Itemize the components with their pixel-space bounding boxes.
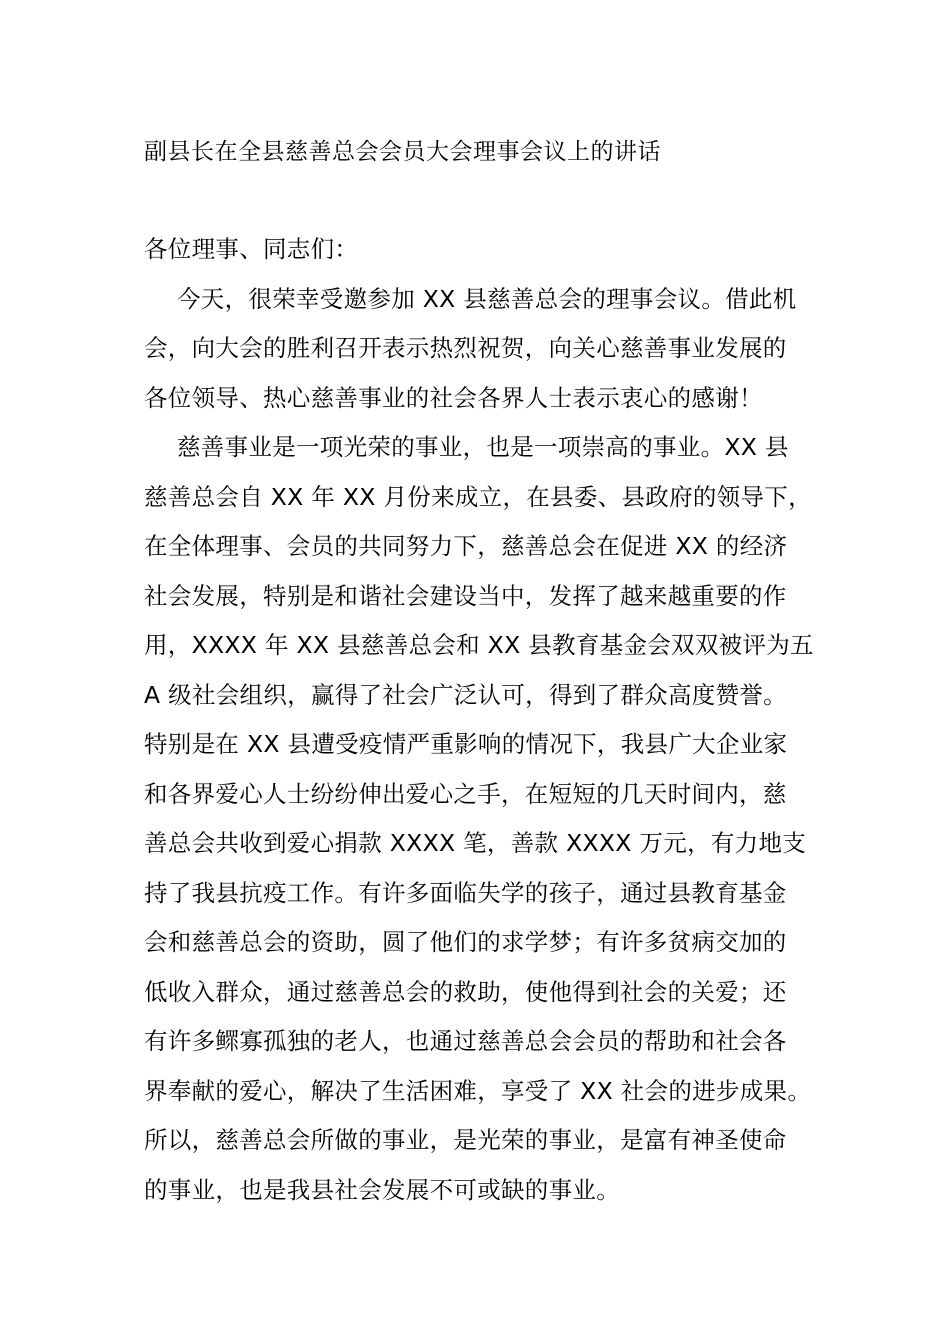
paragraph-line: 在全体理事、会员的共同努力下，慈善总会在促进 XX 的经济 bbox=[144, 532, 788, 560]
paragraph-line: 会，向大会的胜利召开表示热烈祝贺，向关心慈善事业发展的 bbox=[144, 334, 787, 362]
paragraph-line: 用，XXXX 年 XX 县慈善总会和 XX 县教育基金会双双被评为五 bbox=[144, 631, 814, 659]
paragraph-line: 和各界爱心人士纷纷伸出爱心之手，在短短的几天时间内，慈 bbox=[144, 779, 787, 808]
paragraph-line: 今天，很荣幸受邀参加 XX 县慈善总会的理事会议。借此机 bbox=[177, 284, 797, 313]
paragraph-line: 有许多鳏寡孤独的老人，也通过慈善总会会员的帮助和社会各 bbox=[144, 1027, 787, 1055]
paragraph-line: A 级社会组织，赢得了社会广泛认可，得到了群众高度赞誉。 bbox=[144, 680, 787, 709]
paragraph-line: 会和慈善总会的资助，圆了他们的求学梦；有许多贫病交加的 bbox=[144, 928, 787, 956]
paragraph-line: 特别是在 XX 县遭受疫情严重影响的情况下，我县广大企业家 bbox=[144, 730, 788, 758]
paragraph-line: 界奉献的爱心，解决了生活困难，享受了 XX 社会的进步成果。 bbox=[144, 1076, 812, 1105]
paragraph-line: 慈善总会自 XX 年 XX 月份来成立，在县委、县政府的领导下， bbox=[144, 482, 812, 511]
paragraph-line: 低收入群众，通过慈善总会的救助，使他得到社会的关爱；还 bbox=[144, 977, 787, 1006]
paragraph-line: 持了我县抗疫工作。有许多面临失学的孩子，通过县教育基金 bbox=[144, 878, 787, 907]
paragraph-line: 善总会共收到爱心捐款 XXXX 笔，善款 XXXX 万元，有力地支 bbox=[144, 829, 807, 857]
document-body bbox=[144, 225, 824, 1215]
document-title: 副县长在全县慈善总会会员大会理事会议上的讲话 bbox=[144, 139, 661, 165]
paragraph-line: 所以，慈善总会所做的事业，是光荣的事业，是富有神圣使命 bbox=[144, 1126, 787, 1154]
paragraph-line: 慈善事业是一项光荣的事业，也是一项崇高的事业。XX 县 bbox=[177, 433, 789, 461]
paragraph-line: 各位领导、热心慈善事业的社会各界人士表示衷心的感谢！ bbox=[144, 383, 763, 412]
salutation: 各位理事、同志们： bbox=[144, 235, 359, 263]
paragraph-line: 的事业，也是我县社会发展不可或缺的事业。 bbox=[144, 1175, 620, 1204]
paragraph-line: 社会发展，特别是和谐社会建设当中，发挥了越来越重要的作 bbox=[144, 581, 787, 610]
